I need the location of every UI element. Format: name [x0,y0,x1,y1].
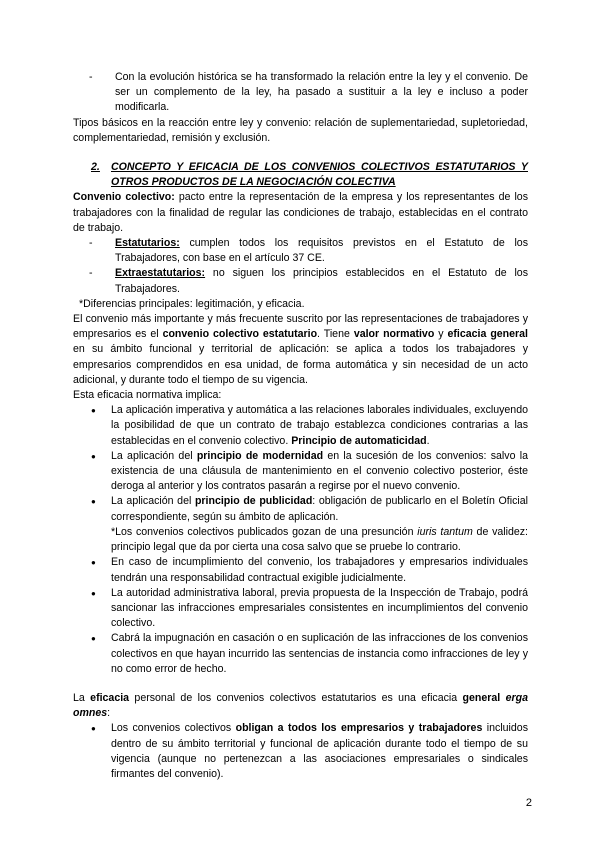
text-run: incluidos dentro de su ámbito territorial y funcional de aplicación durante todo el tiempo de su vigencia (aunque no pertenezcan a las asociaciones empresariales o sindicales firmantes del convenio). [111,722,528,780]
bold-run: principio de modernidad [196,449,324,462]
dash-marker: - [89,237,93,250]
list-item [73,70,528,116]
text-run: en su ámbito funcional y territorial de aplicación: se aplica a todos los trabajadores y empresarios comprendidos en esa unidad, de forma automática y sin necesidad de un acto adicional, y durante todo el tiempo de su vigencia. [73,343,528,386]
page-number: 2 [525,797,532,809]
definition-term: Convenio colectivo: [73,191,175,204]
bold-run: Principio de automaticidad [291,434,427,447]
text-run: : [107,707,111,720]
text-run: La [73,691,91,704]
bold-run: principio de publicidad [194,495,313,508]
bullet-marker: ● [91,588,96,598]
text-run: La aplicación del [111,495,195,508]
list-item [73,555,528,585]
text-run: . [426,434,430,447]
bold-run: convenio colectivo estatutario [162,328,318,341]
section-number: 2. [91,161,100,174]
document-body [73,70,528,782]
text-run: . Tiene [317,328,354,341]
italic-run: iuris tantum [417,525,473,538]
text-run: La aplicación del [111,449,197,462]
list-item-text: En caso de incumplimiento del convenio, los trabajadores y empresarios individuales tendrán una responsabilidad contractual exigible judicialmente. [111,556,528,584]
list-item [73,586,528,632]
bold-run: general [462,691,501,704]
section-title: CONCEPTO Y EFICACIA DE LOS CONVENIOS COLECTIVOS ESTATUTARIOS Y OTROS PRODUCTOS DE LA NEGOCIACIÓN COLECTIVA [111,161,528,189]
list-item-text: Con la evolución histórica se ha transformado la relación entre la ley y el convenio. De ser un complemento de la ley, ha pasado a sustituir a la ley e incluso a poder modificarla. [115,71,528,114]
list-item [73,403,528,449]
bullet-marker: ● [91,634,96,644]
text-run: El convenio más importante y más frecuente suscrito por las representaciones de trabajadores y empresarios es el [73,313,528,341]
type-text: cumplen todos los requisitos previstos en el Estatuto de los Trabajadores, con base en el artículo 37 CE. [115,237,528,265]
dash-marker: - [89,267,93,280]
text-run: personal de los convenios colectivos estatutarios es una eficacia [129,691,463,704]
type-text: no siguen los principios establecidos en el Estatuto de los Trabajadores. [115,267,528,295]
bullet-marker: ● [91,558,96,568]
list-item [73,631,528,677]
presumption-note [111,525,528,555]
bold-run: obligan a todos los empresarios y trabajadores [235,722,483,735]
list-item-text [115,266,528,296]
text-run: La aplicación imperativa y automática a las relaciones laborales individuales, excluyendo la posibilidad de que un contrato de trabajo establezca condiciones contrarias a las establecidas en el convenio colectivo. [111,404,528,447]
type-term: Extraestatutarios: [115,267,206,280]
list-item-text [111,449,528,495]
list-item-text [111,403,528,449]
list-item [73,494,528,555]
definition-text: pacto entre la representación de la empresa y los representantes de los trabajadores con la finalidad de regular las condiciones de trabajo, establecidas en el contrato de trabajo. [73,191,528,234]
bullet-marker: ● [91,724,96,734]
bullet-marker: ● [91,497,96,507]
list-item-text [115,236,528,266]
bullet-marker: ● [91,406,96,416]
list-item [73,266,528,296]
text-run: : obligación de publicarlo en el Boletín Oficial correspondiente, según su ámbito de aplicación. [111,495,528,523]
definition-paragraph [73,190,528,236]
bold-run: valor normativo [353,328,435,341]
text-run: *Los convenios colectivos publicados gozan de una presunción [111,525,418,538]
dash-marker: - [89,71,93,83]
list-item-text [111,721,528,782]
text-run: de validez: principio legal que da por cierta una cosa salvo que se pruebe lo contrario. [111,525,529,554]
text-run: y [434,328,448,341]
bold-run: eficacia general [447,328,529,341]
text-run: en la sucesión de los convenios: salvo la existencia de una cláusula de mantenimiento en el convenio colectivo posterior, éste deroga al anterior y los contratos pasarán a regirse por el nuevo convenio. [111,449,528,493]
list-item-text: Cabrá la impugnación en casación o en suplicación de las infracciones de los convenios colectivos en que hayan incurrido las sentencias de instancia como infracciones de ley y no como error de hecho. [111,632,528,675]
implies-label: Esta eficacia normativa implica: [73,389,222,402]
section-heading [73,160,528,190]
paragraph-tipos: Tipos básicos en la reacción entre ley y convenio: relación de suplementariedad, supletoriedad, complementariedad, remisión y exclusión. [73,116,528,144]
differences-note: *Diferencias principales: legitimación, y eficacia. [79,297,305,310]
type-term: Estatutarios: [115,237,180,250]
bold-italic-run: erga omnes [73,691,528,720]
efficacy-paragraph [73,312,528,388]
list-item [73,721,528,782]
spacer [73,677,528,691]
list-item-text: La autoridad administrativa laboral, previa propuesta de la Inspección de Trabajo, podrá sancionar las infracciones empresariales consistentes en incumplimientos del convenio colectivo. [111,586,528,630]
personal-efficacy-paragraph [73,691,528,721]
bullet-marker: ● [91,451,96,461]
bold-run: eficacia [90,691,130,704]
list-item [73,449,528,495]
list-item-text [111,494,528,555]
list-item [73,236,528,266]
text-run: Los convenios colectivos [111,722,236,735]
